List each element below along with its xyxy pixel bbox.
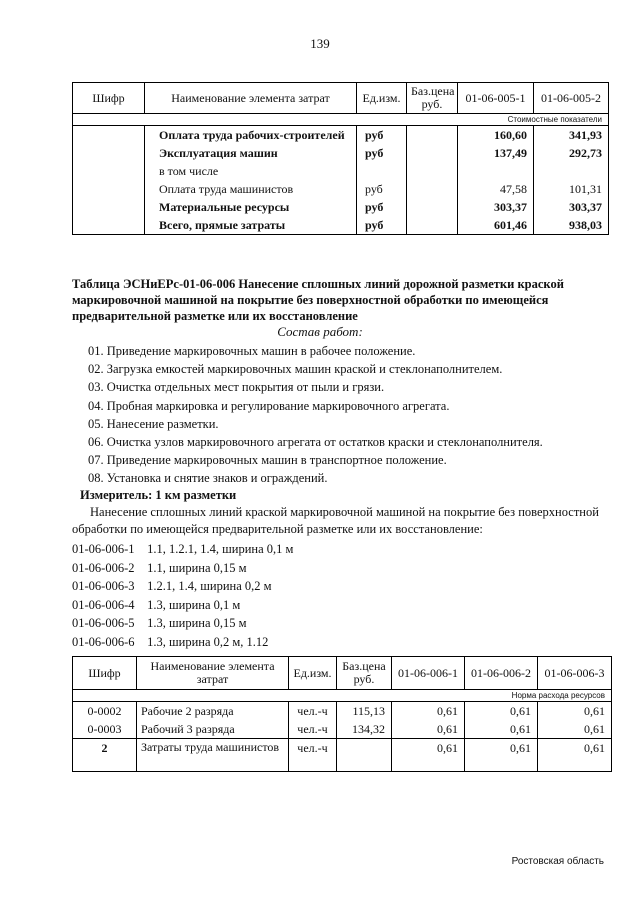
- list-item: [72, 614, 293, 633]
- list-item: 07. Приведение маркировочных машин в транспортное положение.: [88, 453, 447, 468]
- row-value-2: 938,03: [534, 216, 609, 235]
- row-name: Всего, прямые затраты: [145, 216, 357, 235]
- header-col2: 01-06-005-2: [534, 83, 609, 114]
- row-unit: руб: [357, 216, 407, 235]
- row-name: Оплата труда машинистов: [145, 180, 357, 198]
- list-item: 04. Пробная маркировка и регулирование маркировочного агрегата.: [88, 398, 450, 413]
- row-price: 134,32: [337, 720, 392, 739]
- subheader: Стоимостные показатели: [73, 114, 609, 126]
- list-item: [72, 559, 293, 578]
- page-number: 139: [310, 36, 330, 51]
- table-subheader-row: [73, 690, 612, 702]
- header-code: Шифр: [73, 657, 137, 690]
- table-row: [73, 144, 609, 162]
- list-item: [72, 633, 293, 652]
- work-steps-list: [88, 342, 543, 488]
- row-unit: руб: [357, 180, 407, 198]
- table-subheader-row: [73, 114, 609, 126]
- list-item: 08. Установка и снятие знаков и ограждений.: [88, 471, 328, 486]
- meter-label: Измеритель: 1 км разметки: [80, 488, 237, 502]
- code-text: 1.3, ширина 0,2 м, 1.12: [147, 634, 269, 649]
- header-col1: 01-06-006-1: [392, 657, 465, 690]
- header-name: Наименование элемента затрат: [145, 83, 357, 114]
- row-value-1: 160,60: [458, 126, 534, 145]
- header-unit: Ед.изм.: [357, 83, 407, 114]
- row-value-1: 0,61: [392, 739, 465, 772]
- subheader: Норма расхода ресурсов: [73, 690, 612, 702]
- table-row: [73, 198, 609, 216]
- row-code: 0-0002: [73, 702, 137, 721]
- code-text: 1.3, ширина 0,1 м: [147, 597, 241, 612]
- header-unit: Ед.изм.: [289, 657, 337, 690]
- header-code: Шифр: [73, 83, 145, 114]
- row-unit: руб: [357, 144, 407, 162]
- row-value-3: 0,61: [538, 739, 612, 772]
- list-item: 02. Загрузка емкостей маркировочных машин краской и стеклонаполнителем.: [88, 362, 503, 377]
- row-value-3: 0,61: [538, 702, 612, 721]
- list-item: 05. Нанесение разметки.: [88, 416, 219, 431]
- row-value-1: 47,58: [458, 180, 534, 198]
- row-name: в том числе: [145, 162, 357, 180]
- code-text: 1.2.1, 1.4, ширина 0,2 м: [147, 579, 272, 594]
- row-name: Рабочий 3 разряда: [137, 720, 289, 739]
- header-name: Наименование элемента затрат: [137, 657, 289, 690]
- table-row: [73, 162, 609, 180]
- row-unit: чел.-ч: [289, 720, 337, 739]
- code-text: 1.3, ширина 0,15 м: [147, 616, 247, 631]
- row-value-2: 0,61: [465, 720, 538, 739]
- list-item: 01. Приведение маркировочных машин в рабочее положение.: [88, 344, 416, 358]
- description: Нанесение сплошных линий краской маркировочной машиной на покрытие без поверхностной обработки по имеющейся предварительной разметке или их восстановление:: [72, 505, 599, 536]
- code-id: 01-06-006-6: [72, 634, 135, 649]
- row-value-2: 303,37: [534, 198, 609, 216]
- table-row: [73, 180, 609, 198]
- row-value-2: 292,73: [534, 144, 609, 162]
- header-col3: 01-06-006-3: [538, 657, 612, 690]
- row-unit: руб: [357, 198, 407, 216]
- section-caption: Состав работ:: [277, 324, 363, 339]
- footer-region: Ростовская область: [511, 856, 604, 867]
- row-name: Затраты труда машинистов: [137, 739, 289, 772]
- row-value-1: 0,61: [392, 702, 465, 721]
- table-header-row: [73, 657, 612, 690]
- list-item: [72, 577, 293, 596]
- table-row: [73, 720, 612, 739]
- code-id: 01-06-006-5: [72, 616, 135, 631]
- row-value-1: 601,46: [458, 216, 534, 235]
- code-text: 1.1, 1.2.1, 1.4, ширина 0,1 м: [147, 542, 294, 556]
- code-id: 01-06-006-4: [72, 597, 135, 612]
- row-name: Эксплуатация машин: [145, 144, 357, 162]
- row-value-2: 0,61: [465, 702, 538, 721]
- row-code: 0-0003: [73, 720, 137, 739]
- list-item: 06. Очистка узлов маркировочного агрегата от остатков краски и стеклонаполнителя.: [88, 434, 543, 449]
- row-value-2: 341,93: [534, 126, 609, 145]
- row-value-1: 137,49: [458, 144, 534, 162]
- table-row: [73, 702, 612, 721]
- codes-list: [72, 540, 293, 652]
- row-name: Рабочие 2 разряда: [137, 702, 289, 721]
- row-value-1: 303,37: [458, 198, 534, 216]
- code-id: 01-06-006-2: [72, 560, 135, 575]
- list-item: [72, 596, 293, 615]
- row-name: Материальные ресурсы: [145, 198, 357, 216]
- table-row: [73, 216, 609, 235]
- row-price: 115,13: [337, 702, 392, 721]
- table-title: Таблица ЭСНиЕРс-01-06-006 Нанесение сплошных линий дорожной разметки краской маркировочной машиной на покрытие без поверхностной обработки по имеющейся предварительной разметке или их восстановление: [72, 277, 564, 323]
- header-col2: 01-06-006-2: [465, 657, 538, 690]
- header-price: Баз.цена руб.: [337, 657, 392, 690]
- row-unit: руб: [357, 126, 407, 145]
- cost-table: [72, 82, 609, 235]
- row-value-1: 0,61: [392, 720, 465, 739]
- row-value-2: 101,31: [534, 180, 609, 198]
- row-value-3: 0,61: [538, 720, 612, 739]
- header-price: Баз.цена руб.: [407, 83, 458, 114]
- table-row: [73, 739, 612, 772]
- code-id: 01-06-006-3: [72, 579, 135, 594]
- code-id: 01-06-006-1: [72, 542, 135, 556]
- row-unit: чел.-ч: [289, 739, 337, 772]
- row-value-2: 0,61: [465, 739, 538, 772]
- list-item: [72, 540, 293, 559]
- row-name: Оплата труда рабочих-строителей: [145, 126, 357, 145]
- header-col1: 01-06-005-1: [458, 83, 534, 114]
- table-row: [73, 126, 609, 145]
- row-unit: чел.-ч: [289, 702, 337, 721]
- resource-table: [72, 656, 612, 772]
- code-text: 1.1, ширина 0,15 м: [147, 560, 247, 575]
- list-item: 03. Очистка отдельных мест покрытия от пыли и грязи.: [88, 380, 385, 395]
- row-code: 2: [73, 739, 137, 772]
- table-header-row: [73, 83, 609, 114]
